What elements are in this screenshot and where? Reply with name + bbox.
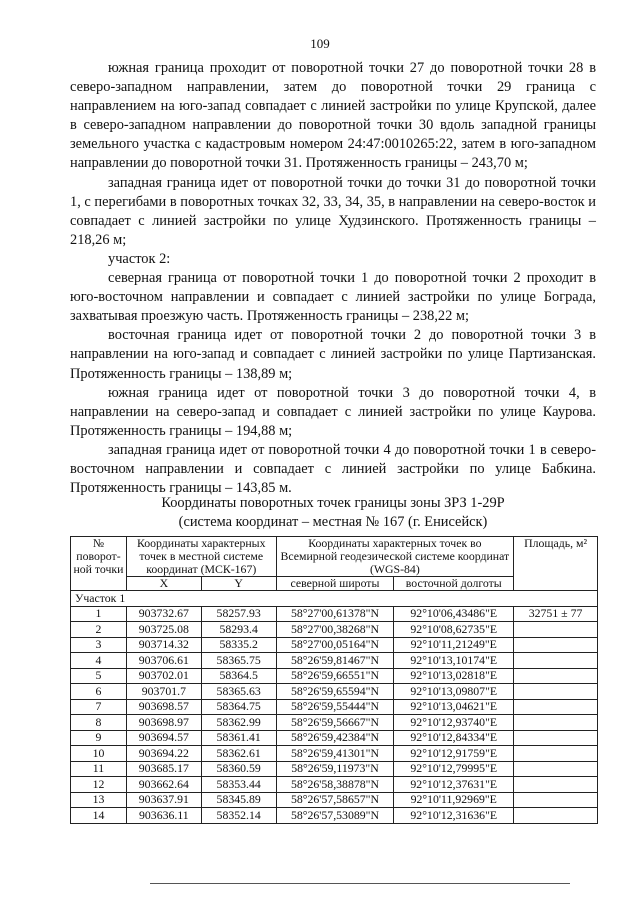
point-number-cell: 7	[71, 699, 127, 715]
longitude-cell: 92°10'12,37631"E	[394, 777, 514, 793]
area-cell	[514, 808, 598, 824]
latitude-cell: 58°27'00,05164"N	[276, 637, 394, 653]
area-cell	[514, 699, 598, 715]
point-number-cell: 1	[71, 606, 127, 622]
table-row	[71, 808, 598, 824]
paragraph-plot2-north-border: северная граница от поворотной точки 1 до поворотной точки 2 проходит в юго-восточном направлении и совпадает с линией застройки по улице Бограда, захватывая проезжую часть. Протяженность границы – 238,22 м;	[70, 270, 596, 325]
area-cell	[514, 746, 598, 762]
area-cell	[514, 761, 598, 777]
area-cell	[514, 637, 598, 653]
longitude-cell: 92°10'12,93740"E	[394, 715, 514, 731]
y-cell: 58364.75	[201, 699, 276, 715]
bottom-rule	[150, 883, 570, 884]
longitude-cell: 92°10'12,91759"E	[394, 746, 514, 762]
latitude-cell: 58°26'59,56667"N	[276, 715, 394, 731]
section-label-plot-2: участок 2:	[108, 250, 171, 267]
table-row	[71, 684, 598, 700]
paragraph-plot2-south-border: южная граница идет от поворотной точки 3 до поворотной точки 4, в направлении на северо-запад и совпадает с линией застройки по улице Каурова. Протяженность границы – 194,88 м;	[70, 384, 596, 439]
longitude-cell: 92°10'12,84334"E	[394, 730, 514, 746]
paragraph-plot2-east-border: восточная граница идет от поворотной точки 2 до поворотной точки 3 в направлении на юго-запад и совпадает с линией застройки по улице Партизанская. Протяженность границы – 138,89 м;	[70, 327, 596, 382]
y-cell: 58364.5	[201, 668, 276, 684]
point-number-cell: 9	[71, 730, 127, 746]
area-cell	[514, 653, 598, 669]
longitude-cell: 92°10'13,02818"E	[394, 668, 514, 684]
longitude-cell: 92°10'06,43486"E	[394, 606, 514, 622]
latitude-cell: 58°26'59,42384"N	[276, 730, 394, 746]
y-cell: 58362.99	[201, 715, 276, 731]
header-x: X	[126, 577, 201, 591]
area-cell	[514, 777, 598, 793]
header-point-number: № поворот-ной точки	[71, 537, 127, 591]
x-cell: 903662.64	[126, 777, 201, 793]
table-row	[71, 637, 598, 653]
x-cell: 903698.57	[126, 699, 201, 715]
table-row	[71, 730, 598, 746]
paragraph-plot2-west-border: западная граница идет от поворотной точки 4 до поворотной точки 1 в северо-восточном направлении и совпадает с линией застройки по улице Бабкина. Протяженность границы – 143,85 м.	[70, 441, 596, 497]
y-cell: 58362.61	[201, 746, 276, 762]
x-cell: 903701.7	[126, 684, 201, 700]
latitude-cell: 58°26'59,11973"N	[276, 761, 394, 777]
latitude-cell: 58°27'00,61378"N	[276, 606, 394, 622]
latitude-cell: 58°26'59,41301"N	[276, 746, 394, 762]
latitude-cell: 58°26'59,65594"N	[276, 684, 394, 700]
paragraph-west-border: западная граница идет от поворотной точки до точки 31 до поворотной точки 1, с перегибами в поворотных точках 32, 33, 34, 35, в направлении на северо-восток и совпадает с линией застройки по улице Худзинского. Протяженность границы – 218,26 м;	[70, 174, 596, 248]
y-cell: 58293.4	[201, 622, 276, 638]
y-cell: 58335.2	[201, 637, 276, 653]
area-cell	[514, 622, 598, 638]
point-number-cell: 11	[71, 761, 127, 777]
latitude-cell: 58°26'57,58657"N	[276, 792, 394, 808]
x-cell: 903694.22	[126, 746, 201, 762]
table-row	[71, 761, 598, 777]
table-row	[71, 746, 598, 762]
table-row	[71, 715, 598, 731]
point-number-cell: 2	[71, 622, 127, 638]
point-number-cell: 12	[71, 777, 127, 793]
point-number-cell: 5	[71, 668, 127, 684]
latitude-cell: 58°27'00,38268"N	[276, 622, 394, 638]
section-label-plot-1: Участок 1	[71, 591, 598, 607]
x-cell: 903732.67	[126, 606, 201, 622]
point-number-cell: 3	[71, 637, 127, 653]
header-area: Площадь, м²	[514, 537, 598, 591]
area-cell	[514, 792, 598, 808]
table-row	[71, 606, 598, 622]
area-cell: 32751 ± 77	[514, 606, 598, 622]
body-text	[70, 59, 596, 498]
table-row	[71, 668, 598, 684]
x-cell: 903637.91	[126, 792, 201, 808]
section-row	[71, 591, 598, 607]
table-row	[71, 622, 598, 638]
table-caption	[70, 494, 596, 532]
caption-subtitle: (система координат – местная № 167 (г. Енисейск)	[178, 514, 488, 530]
area-cell	[514, 668, 598, 684]
latitude-cell: 58°26'59,81467"N	[276, 653, 394, 669]
longitude-cell: 92°10'11,92969"E	[394, 792, 514, 808]
table-row	[71, 777, 598, 793]
table-row	[71, 653, 598, 669]
longitude-cell: 92°10'13,09807"E	[394, 684, 514, 700]
point-number-cell: 13	[71, 792, 127, 808]
longitude-cell: 92°10'13,04621"E	[394, 699, 514, 715]
header-latitude: северной широты	[276, 577, 394, 591]
point-number-cell: 8	[71, 715, 127, 731]
longitude-cell: 92°10'11,21249"E	[394, 637, 514, 653]
x-cell: 903698.97	[126, 715, 201, 731]
latitude-cell: 58°26'59,66551"N	[276, 668, 394, 684]
x-cell: 903685.17	[126, 761, 201, 777]
x-cell: 903706.61	[126, 653, 201, 669]
y-cell: 58257.93	[201, 606, 276, 622]
longitude-cell: 92°10'12,79995"E	[394, 761, 514, 777]
y-cell: 58365.63	[201, 684, 276, 700]
table-row	[71, 699, 598, 715]
table-row	[71, 792, 598, 808]
y-cell: 58361.41	[201, 730, 276, 746]
x-cell: 903702.01	[126, 668, 201, 684]
latitude-cell: 58°26'57,53089"N	[276, 808, 394, 824]
area-cell	[514, 730, 598, 746]
point-number-cell: 4	[71, 653, 127, 669]
y-cell: 58365.75	[201, 653, 276, 669]
page-number: 109	[310, 36, 330, 51]
x-cell: 903714.32	[126, 637, 201, 653]
area-cell	[514, 684, 598, 700]
latitude-cell: 58°26'59,55444"N	[276, 699, 394, 715]
x-cell: 903636.11	[126, 808, 201, 824]
paragraph-south-border: южная граница проходит от поворотной точки 27 до поворотной точки 28 в северо-западном направлении, затем до поворотной точки 29 граница с направлением на юго-запад совпадает с линией застройки по улице Крупской, далее в северо-западном направлении до поворотной точки 30 вдоль западной границы земельного участка с кадастровым номером 24:47:0010265:22, затем в юго-западном направлении до поворотной точки 31. Протяженность границы – 243,70 м;	[70, 60, 596, 172]
coordinates-table	[70, 536, 598, 824]
y-cell: 58353.44	[201, 777, 276, 793]
point-number-cell: 10	[71, 746, 127, 762]
latitude-cell: 58°26'58,38878"N	[276, 777, 394, 793]
point-number-cell: 6	[71, 684, 127, 700]
longitude-cell: 92°10'12,31636"E	[394, 808, 514, 824]
header-y: Y	[201, 577, 276, 591]
y-cell: 58345.89	[201, 792, 276, 808]
header-longitude: восточной долготы	[394, 577, 514, 591]
longitude-cell: 92°10'13,10174"E	[394, 653, 514, 669]
header-local-coordinates: Координаты характерных точек в местной системе координат (МСК-167)	[126, 537, 276, 577]
x-cell: 903725.08	[126, 622, 201, 638]
x-cell: 903694.57	[126, 730, 201, 746]
area-cell	[514, 715, 598, 731]
longitude-cell: 92°10'08,62735"E	[394, 622, 514, 638]
point-number-cell: 14	[71, 808, 127, 824]
y-cell: 58360.59	[201, 761, 276, 777]
caption-title: Координаты поворотных точек границы зоны ЗРЗ 1-29Р	[161, 495, 505, 511]
y-cell: 58352.14	[201, 808, 276, 824]
header-wgs-coordinates: Координаты характерных точек во Всемирной геодезической системе координат (WGS-84)	[276, 537, 514, 577]
